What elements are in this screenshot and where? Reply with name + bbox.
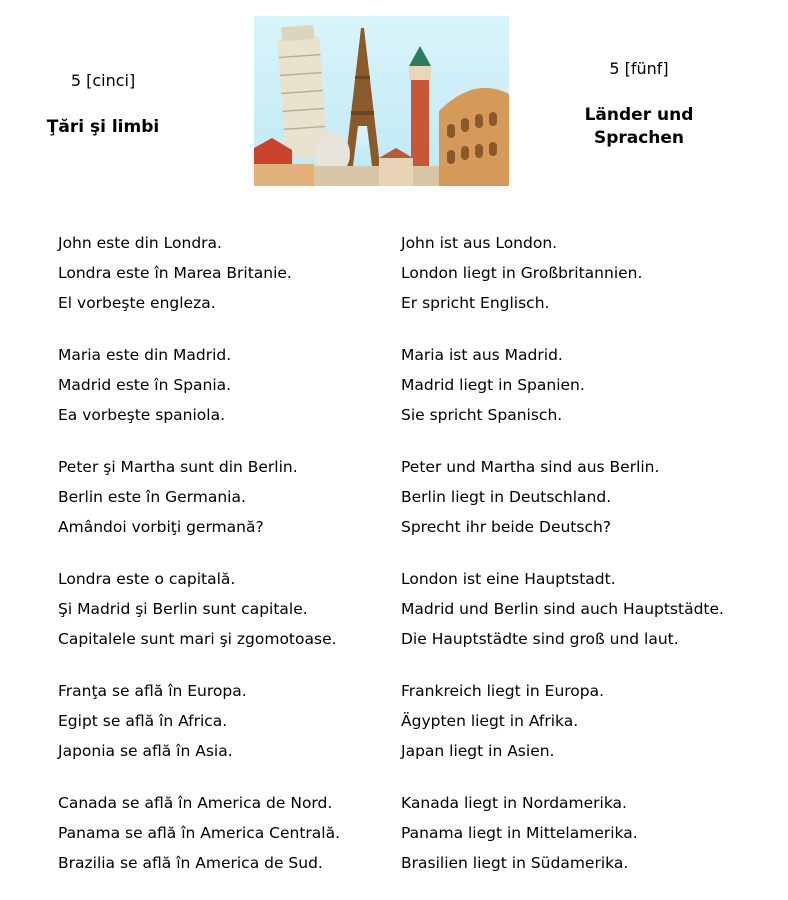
lesson-title-ro: Ţări şi limbi xyxy=(46,117,160,137)
romanian-sentence: Maria este din Madrid. xyxy=(58,346,232,364)
romanian-sentence: Madrid este în Spania. xyxy=(58,376,232,394)
sentence-group xyxy=(58,340,778,430)
german-sentence: Sprecht ihr beide Deutsch? xyxy=(401,518,612,536)
sentence-row xyxy=(58,452,778,482)
romanian-sentence: Brazilia se află în America de Sud. xyxy=(58,854,323,872)
sentence-row xyxy=(58,848,778,878)
sentence-group xyxy=(58,788,778,878)
sentence-row xyxy=(58,624,778,654)
sentence-row xyxy=(58,564,778,594)
sentence-row xyxy=(58,370,778,400)
romanian-sentence: Ea vorbeşte spaniola. xyxy=(58,406,225,424)
sentence-group xyxy=(58,564,778,654)
lesson-header-romanian xyxy=(38,70,168,139)
german-sentence: Peter und Martha sind aus Berlin. xyxy=(401,458,660,476)
german-sentence: London ist eine Hauptstadt. xyxy=(401,570,616,588)
european-landmarks-collage-icon xyxy=(254,16,509,186)
sentence-row xyxy=(58,258,778,288)
sentence-group xyxy=(58,228,778,318)
romanian-sentence: Şi Madrid şi Berlin sunt capitale. xyxy=(58,600,308,618)
german-sentence: Die Hauptstädte sind groß und laut. xyxy=(401,630,679,648)
romanian-sentence: Capitalele sunt mari şi zgomotoase. xyxy=(58,630,337,648)
romanian-sentence: Japonia se află în Asia. xyxy=(58,742,233,760)
romanian-sentence: Franţa se află în Europa. xyxy=(58,682,247,700)
lesson-header-german xyxy=(574,58,704,150)
romanian-sentence: Canada se află în America de Nord. xyxy=(58,794,333,812)
german-sentence: Brasilien liegt in Südamerika. xyxy=(401,854,629,872)
lesson-title-de xyxy=(574,104,704,150)
romanian-sentence: Londra este în Marea Britanie. xyxy=(58,264,292,282)
sentence-row xyxy=(58,228,778,258)
german-sentence: Kanada liegt in Nordamerika. xyxy=(401,794,627,812)
sentence-row xyxy=(58,594,778,624)
german-sentence: London liegt in Großbritannien. xyxy=(401,264,643,282)
german-sentence: Ägypten liegt in Afrika. xyxy=(401,712,579,730)
sentence-row xyxy=(58,676,778,706)
german-sentence: Maria ist aus Madrid. xyxy=(401,346,563,364)
sentence-group xyxy=(58,452,778,542)
sentence-row xyxy=(58,400,778,430)
german-sentence: Panama liegt in Mittelamerika. xyxy=(401,824,638,842)
sentence-row xyxy=(58,736,778,766)
romanian-sentence: Berlin este în Germania. xyxy=(58,488,246,506)
sentence-row xyxy=(58,482,778,512)
sentence-row xyxy=(58,340,778,370)
sentence-row xyxy=(58,788,778,818)
romanian-sentence: Londra este o capitală. xyxy=(58,570,236,588)
german-sentence: Berlin liegt in Deutschland. xyxy=(401,488,612,506)
sentence-row xyxy=(58,288,778,318)
lesson-title-de-line1: Länder und xyxy=(584,105,694,125)
german-sentence: John ist aus London. xyxy=(401,234,558,252)
sentence-row xyxy=(58,818,778,848)
european-landmarks-image xyxy=(254,16,509,186)
german-sentence: Sie spricht Spanisch. xyxy=(401,406,563,424)
lesson-number-ro: 5 [cinci] xyxy=(70,71,136,90)
sentence-group xyxy=(58,676,778,766)
sentence-pairs xyxy=(58,228,778,900)
sentence-row xyxy=(58,706,778,736)
german-sentence: Madrid und Berlin sind auch Hauptstädte. xyxy=(401,600,724,618)
german-sentence: Frankreich liegt in Europa. xyxy=(401,682,605,700)
german-sentence: Japan liegt in Asien. xyxy=(401,742,555,760)
sentence-row xyxy=(58,512,778,542)
german-sentence: Madrid liegt in Spanien. xyxy=(401,376,585,394)
lesson-title-de-line2: Sprachen xyxy=(593,128,685,148)
german-sentence: Er spricht Englisch. xyxy=(401,294,550,312)
romanian-sentence: El vorbeşte engleza. xyxy=(58,294,216,312)
lesson-number-de: 5 [fünf] xyxy=(609,59,669,78)
romanian-sentence: Peter şi Martha sunt din Berlin. xyxy=(58,458,298,476)
romanian-sentence: Panama se află în America Centrală. xyxy=(58,824,341,842)
romanian-sentence: Egipt se află în Africa. xyxy=(58,712,228,730)
romanian-sentence: John este din Londra. xyxy=(58,234,222,252)
romanian-sentence: Amândoi vorbiţi germană? xyxy=(58,518,264,536)
